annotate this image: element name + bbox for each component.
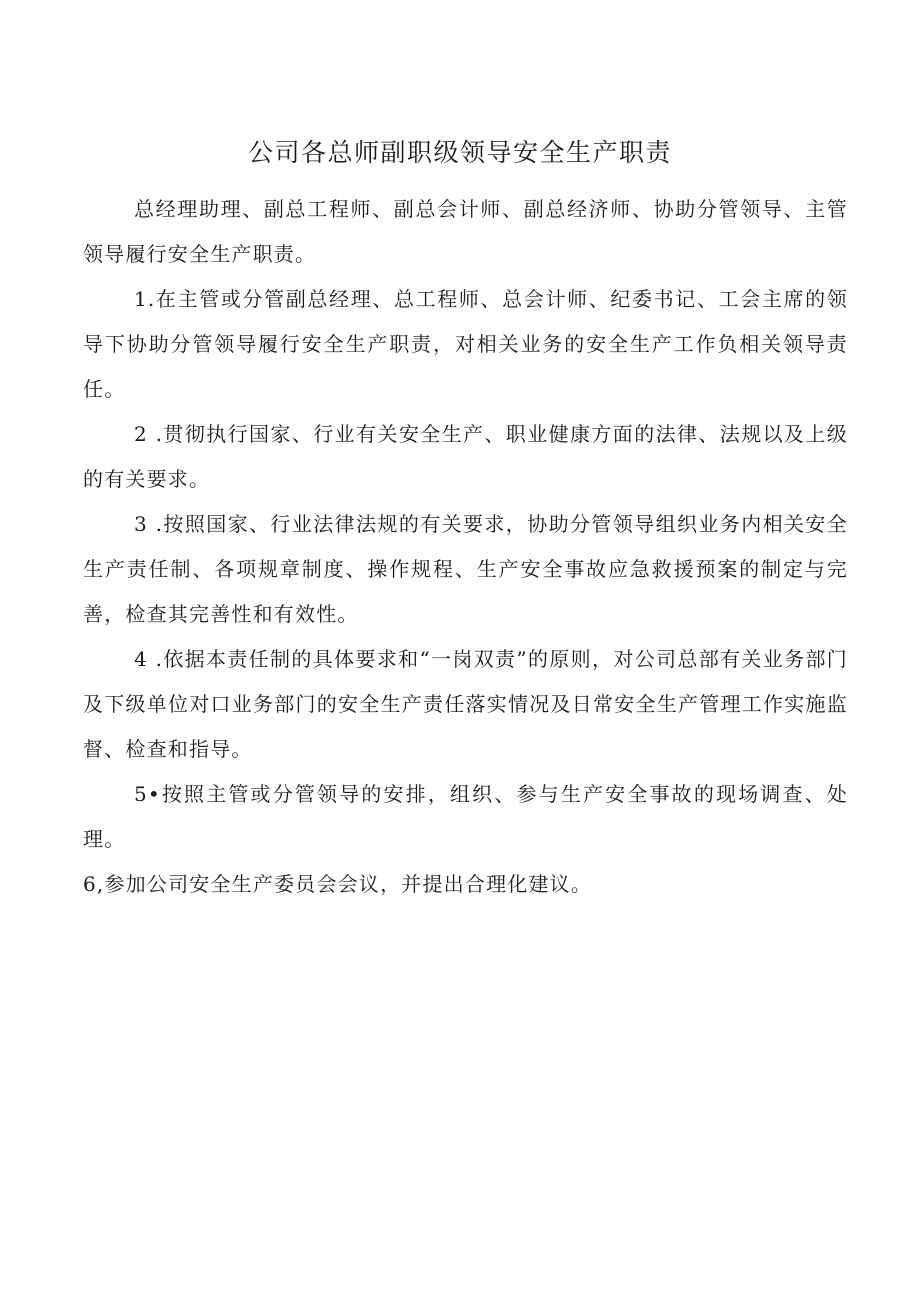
document-title: 公司各总师副职级领导安全生产职责 bbox=[247, 138, 672, 167]
duty-item-3: 3 .按照国家、行业法律法规的有关要求，协助分管领导组织业务内相关安全生产责任制、各项规章制度、操作规程、生产安全事故应急救援预案的制定与完善，检查其完善性和有效性。 bbox=[83, 512, 848, 626]
duty-item-4: 4 .依据本责任制的具体要求和“一岗双责”的原则，对公司总部有关业务部门及下级单位对口业务部门的安全生产责任落实情况及日常安全生产管理工作实施监督、检查和指导。 bbox=[83, 647, 848, 761]
duty-item-2: 2 .贯彻执行国家、行业有关安全生产、职业健康方面的法律、法规以及上级的有关要求。 bbox=[83, 422, 848, 491]
duty-item-5: 5•按照主管或分管领导的安排，组织、参与生产安全事故的现场调查、处理。 bbox=[83, 782, 848, 851]
duty-item-1: 1.在主管或分管副总经理、总工程师、总会计师、纪委书记、工会主席的领导下协助分管领导履行安全生产职责，对相关业务的安全生产工作负相关领导责任。 bbox=[83, 287, 848, 401]
duty-item-6: 6,参加公司安全生产委员会会议，并提出合理化建议。 bbox=[83, 872, 593, 896]
intro-paragraph: 总经理助理、副总工程师、副总会计师、副总经济师、协助分管领导、主管领导履行安全生产职责。 bbox=[83, 197, 848, 266]
document-body bbox=[83, 187, 848, 907]
